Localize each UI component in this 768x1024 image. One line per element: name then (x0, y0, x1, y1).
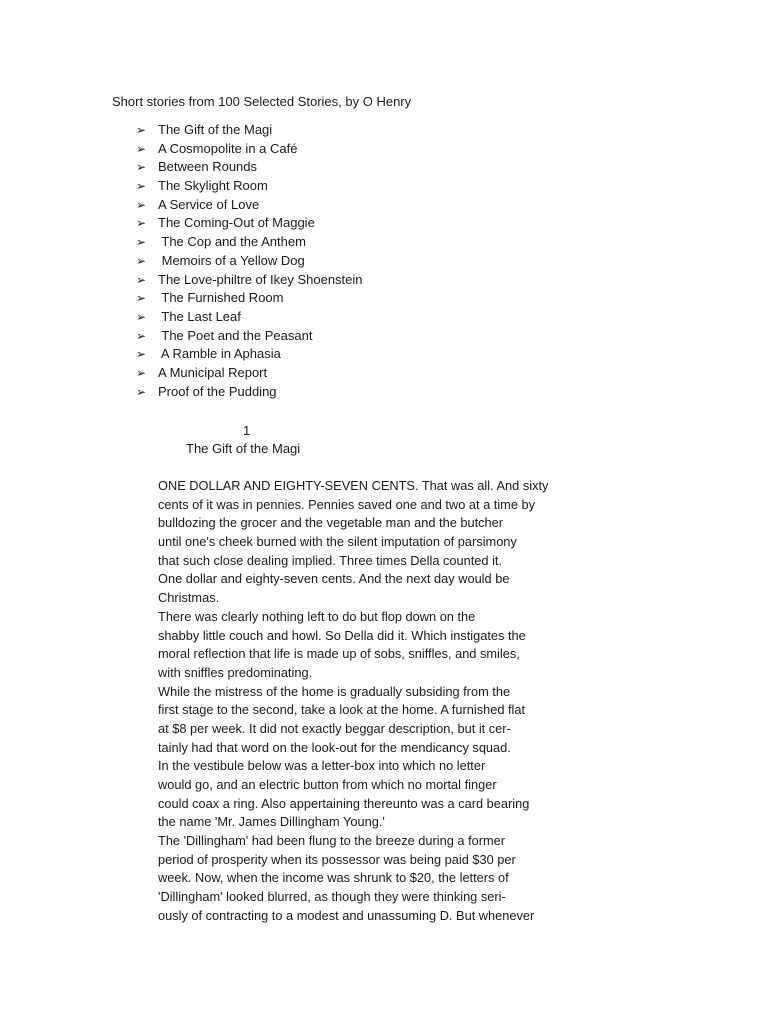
story-list-item (136, 383, 363, 402)
story-list-item (136, 271, 363, 290)
arrow-bullet-icon: ➢ (136, 179, 147, 194)
body-text-line: at $8 per week. It did not exactly beggar description, but it cer- (158, 720, 511, 736)
story-title: Memoirs of a Yellow Dog (158, 252, 305, 268)
body-text-line: bulldozing the grocer and the vegetable man and the butcher (158, 515, 504, 531)
story-list-item (136, 177, 363, 196)
arrow-bullet-icon: ➢ (136, 328, 147, 343)
body-text-line: 'Dillingham' looked blurred, as though they were thinking seri- (158, 889, 506, 905)
story-list-item (136, 327, 363, 346)
chapter-title: The Gift of the Magi (186, 441, 301, 456)
body-text-line: tainly had that word on the look-out for the mendicancy squad. (158, 739, 511, 755)
arrow-bullet-icon: ➢ (136, 123, 147, 137)
body-text-line: Christmas. (158, 590, 220, 606)
body-text-line: would go, and an electric button from which no mortal finger (158, 777, 497, 792)
arrow-bullet-icon: ➢ (136, 141, 147, 156)
body-text-line: One dollar and eighty-seven cents. And the next day would be (158, 571, 510, 587)
document-heading: Short stories from 100 Selected Stories, by O Henry (112, 94, 412, 109)
story-list-item (136, 289, 363, 308)
arrow-bullet-icon: ➢ (136, 309, 147, 324)
story-title: The Coming-Out of Maggie (158, 215, 315, 231)
chapter-number: 1 (243, 423, 251, 438)
story-body (158, 477, 549, 926)
story-title: A Municipal Report (158, 364, 268, 380)
story-title: The Furnished Room (158, 290, 284, 306)
story-list-item (136, 121, 363, 140)
story-list-item (136, 140, 363, 159)
story-list-item (136, 214, 363, 233)
arrow-bullet-icon: ➢ (136, 160, 147, 175)
story-title: The Skylight Room (158, 178, 268, 194)
story-title: The Poet and the Peasant (158, 327, 313, 343)
body-text-line: In the vestibule below was a letter-box into which no letter (158, 758, 486, 774)
story-title: The Last Leaf (158, 308, 241, 324)
body-text-line: first stage to the second, take a look at the home. A furnished flat (158, 702, 526, 718)
arrow-bullet-icon: ➢ (136, 365, 147, 380)
story-list-item (136, 158, 363, 177)
body-text-line: While the mistress of the home is gradually subsiding from the (158, 683, 511, 699)
body-text-line: the name 'Mr. James Dillingham Young.' (158, 814, 385, 830)
arrow-bullet-icon: ➢ (136, 347, 147, 362)
arrow-bullet-icon: ➢ (136, 235, 147, 250)
body-text-line: cents of it was in pennies. Pennies saved one and two at a time by (158, 496, 536, 512)
story-title: The Gift of the Magi (158, 122, 273, 137)
story-title: A Ramble in Aphasia (158, 346, 281, 362)
story-title: Between Rounds (158, 159, 258, 175)
body-text-line: There was clearly nothing left to do but flop down on the (158, 608, 476, 624)
body-text-line: that such close dealing implied. Three times Della counted it. (158, 552, 503, 568)
body-text-line: ously of contracting to a modest and unassuming D. But whenever (158, 907, 535, 923)
body-text-line: week. Now, when the income was shrunk to $20, the letters of (158, 870, 509, 886)
story-title: Proof of the Pudding (158, 383, 277, 399)
story-list-item (136, 308, 363, 327)
story-list-item (136, 252, 363, 271)
story-list-item (136, 364, 363, 383)
arrow-bullet-icon: ➢ (136, 384, 147, 399)
arrow-bullet-icon: ➢ (136, 291, 147, 306)
body-text-line: could coax a ring. Also appertaining thereunto was a card bearing (158, 795, 530, 811)
body-text-line: ONE DOLLAR AND EIGHTY-SEVEN CENTS. That was all. And sixty (158, 478, 549, 493)
arrow-bullet-icon: ➢ (136, 272, 147, 287)
story-title: The Love-philtre of Ikey Shoenstein (158, 271, 363, 287)
body-text-line: with sniffles predominating. (158, 664, 313, 680)
arrow-bullet-icon: ➢ (136, 216, 147, 231)
story-list-item (136, 345, 363, 364)
story-list (136, 121, 363, 401)
body-text-line: until one's cheek burned with the silent imputation of parsimony (158, 534, 517, 550)
body-text-line: moral reflection that life is made up of sobs, sniffles, and smiles, (158, 646, 520, 662)
story-title: The Cop and the Anthem (158, 234, 306, 250)
arrow-bullet-icon: ➢ (136, 253, 147, 268)
story-list-item (136, 233, 363, 252)
body-text-line: shabby little couch and howl. So Della did it. Which instigates the (158, 627, 526, 643)
story-title: A Cosmopolite in a Café (158, 140, 298, 156)
arrow-bullet-icon: ➢ (136, 197, 147, 212)
story-title: A Service of Love (158, 196, 260, 212)
story-list-item (136, 196, 363, 215)
body-text-line: The 'Dillingham' had been flung to the breeze during a former (158, 833, 506, 849)
body-text-line: period of prosperity when its possessor was being paid $30 per (158, 851, 516, 867)
